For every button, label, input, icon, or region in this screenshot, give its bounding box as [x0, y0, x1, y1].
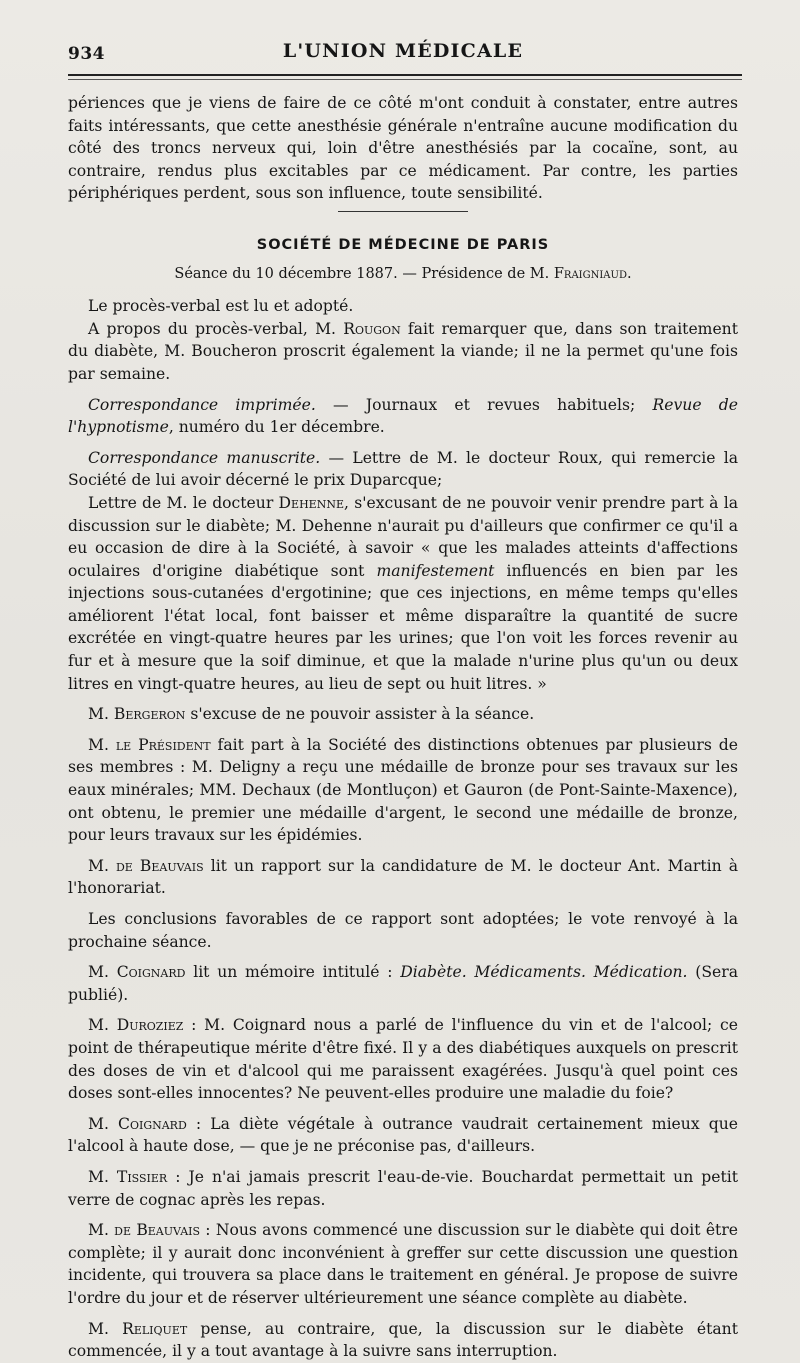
journal-title: Revue de l'hypnotisme — [68, 395, 739, 437]
paragraph-tissier — [68, 1166, 738, 1211]
text: Lettre de M. le docteur — [88, 493, 279, 512]
text: influencés en bien par les injections sous-cutanées d'ergotinine; que ces injections, en même temps qu'elles améliorent l'état local, font baisser et même disparaître la quantité de sucre excrétée en vingt-quatre heures par les urines; que l'on voit les forces revenir au fur et à mesure que la soif diminue, et que la malade n'urine plus qu'un ou deux litres en vingt-quatre heures, au lieu de sept ou huit litres. » — [68, 561, 738, 693]
paragraph-dehenne-letter — [68, 492, 738, 695]
text: — Lettre de M. le docteur Roux, qui remercie la Société de lui avoir décerné le prix Duparcque; — [68, 448, 738, 490]
paragraph-printed-correspondence — [68, 394, 738, 439]
paragraph-president — [68, 734, 738, 847]
page-header — [68, 34, 738, 74]
paragraph-beauvais-report — [68, 855, 738, 900]
session-president: Fraigniaud — [553, 265, 627, 282]
paragraph-beauvais-proposal — [68, 1219, 738, 1309]
running-title: L'UNION MÉDICALE — [282, 40, 524, 62]
text: : M. Coignard nous a parlé de l'influence du vin et de l'alcool; ce point de thérapeutique mérite d'être fixé. Il y a des diabétiques auxquels on prescrit des doses de vin et d'alcool qui me paraissent exagérées. Jusqu'à quel point ces doses sont-elles innocentes? Ne peuvent-elles produire une maladie du foie? — [68, 1016, 738, 1103]
session-suffix: . — [626, 265, 632, 282]
text: M. de — [88, 856, 140, 875]
text: s'excuse de ne pouvoir assister à la séance. — [185, 705, 535, 724]
page-number: 934 — [68, 44, 105, 64]
section-divider — [338, 211, 468, 212]
emphasis: manifestement — [376, 561, 495, 580]
text: fait remarquer que, dans son traitement du diabète, M. Boucheron proscrit également la viande; il ne la permet qu'une fois par semaine. — [68, 319, 738, 383]
text: lit un rapport sur la candidature de M. le docteur Ant. Martin à l'honorariat. — [68, 856, 738, 898]
text: , s'excusant de ne pouvoir venir prendre part à la discussion sur le diabète; M. Dehenne n'aurait pu d'ailleurs que confirmer ce qu'il a eu occasion de dire à la Société, à savoir « que les malades atteints d'affections oculaires d'origine diabétique sont — [68, 493, 738, 580]
text: fait part à la Société des distinctions obtenues par plusieurs de ses membres : M. Deligny a reçu une médaille de bronze pour ses travaux sur les eaux minérales; MM. Dechaux (de Montluçon) et Gauron (de Pont-Sainte-Maxence), ont obtenu, le premier une médaille d'argent, le second une médaille de bronze, pour leurs travaux sur les épidémies. — [68, 735, 739, 845]
text: : La diète végétale à outrance vaudrait certainement mieux que l'alcool à haute dose, — que je ne préconise pas, d'ailleurs. — [68, 1114, 738, 1156]
session-prefix: Séance du 10 décembre 1887. — Présidence de M. — [174, 265, 554, 282]
paragraph-reliquet — [68, 1318, 738, 1363]
text: — Journaux et revues habituels; — [315, 395, 653, 414]
text: : Je n'ai jamais prescrit l'eau-de-vie. Bouchardat permettait un petit verre de cognac après les repas. — [68, 1167, 738, 1209]
rubric-label: Correspondance imprimée. — [88, 395, 316, 414]
speaker-name: Bergeron — [113, 705, 186, 724]
text: M. — [88, 963, 117, 982]
text: M. — [88, 705, 114, 724]
text: A propos du procès-verbal, M. — [88, 319, 344, 338]
memoir-title: Diabète. Médicaments. Médication. — [400, 963, 688, 982]
paragraph-bergeron — [68, 703, 738, 726]
text: M. — [88, 1016, 117, 1035]
text: M. de — [88, 1221, 137, 1240]
speaker-name: Coignard — [118, 1114, 187, 1133]
speaker-name: Reliquet — [122, 1319, 188, 1338]
intro-paragraph: périences que je viens de faire de ce côté m'ont conduit à constater, entre autres faits intéressants, que cette anesthésie générale n'entraîne aucune modification du côté des troncs nerveux qui, loin d'être anesthésiés par la cocaïne, sont, au contraire, rendus plus excitables par ce médicament. Par contre, les parties périphériques perdent, sous son influence, toute sensibilité. — [68, 94, 738, 203]
text: M. — [88, 1167, 117, 1186]
speaker-name: Coignard — [116, 963, 186, 982]
paragraph-manuscript-correspondence — [68, 447, 738, 492]
text: (Sera publié). — [68, 963, 738, 1004]
text: lit un mémoire intitulé : — [185, 963, 401, 982]
speaker-name: Dehenne — [278, 493, 344, 512]
session-line — [68, 263, 738, 286]
rubric-label: Correspondance manuscrite. — [88, 448, 321, 467]
speaker-name: Rougon — [343, 319, 401, 338]
paragraph-coignard-reply — [68, 1113, 738, 1158]
speaker-name: Duroziez — [116, 1016, 184, 1035]
paragraph-conclusions: Les conclusions favorables de ce rapport sont adoptées; le vote renvoyé à la prochaine séance. — [68, 910, 738, 951]
article-body — [68, 92, 738, 1363]
paragraph-coignard-memoir — [68, 961, 738, 1006]
speaker-name: Président — [138, 735, 211, 754]
text: : Nous avons commencé une discussion sur le diabète qui doit être complète; il y aurait donc inconvénient à greffer sur cette discussion une question incidente, qui trouvera sa place dans le traitement en général. Je propose de suivre l'ordre du jour et de réserver ultérieurement une séance complète au diabète. — [68, 1221, 738, 1307]
header-rule — [68, 74, 742, 76]
text: M. le — [88, 735, 139, 754]
speaker-name: Beauvais — [136, 1221, 201, 1240]
speaker-name: Tissier — [116, 1167, 168, 1186]
text: , numéro du 1er décembre. — [168, 418, 385, 437]
paragraph-minutes: Le procès-verbal est lu et adopté. — [88, 297, 354, 316]
paragraph-rougon — [68, 318, 738, 386]
text: pense, au contraire, que, la discussion sur le diabète étant commencée, il y a tout avantage à la suivre sans interruption. — [68, 1319, 738, 1361]
text: M. — [88, 1114, 119, 1133]
section-title: SOCIÉTÉ DE MÉDECINE DE PARIS — [256, 236, 550, 253]
paragraph-duroziez — [68, 1014, 738, 1104]
speaker-name: Beauvais — [139, 856, 204, 875]
text: M. — [88, 1319, 123, 1338]
